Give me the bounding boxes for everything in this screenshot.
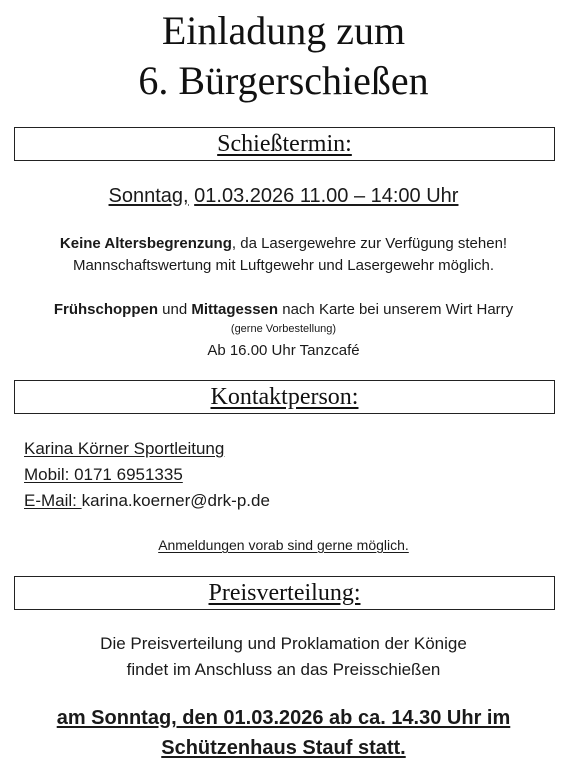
registration-note: [0, 535, 567, 555]
dance-line: Ab 16.00 Uhr Tanzcafé: [207, 342, 360, 359]
team-info-line: Mannschaftswertung mit Luftgewehr und Lasergewehr möglich.: [72, 257, 495, 274]
food-bold-2: Mittagessen: [191, 301, 279, 318]
date-label: Sonntag,: [108, 185, 189, 207]
prize-line-1: Die Preisverteilung und Proklamation der Könige: [100, 634, 467, 653]
email-label: E-Mail:: [24, 491, 82, 510]
registration-note-text: Anmeldungen vorab sind gerne möglich.: [158, 537, 409, 553]
food-bold-1: Frühschoppen: [53, 301, 158, 318]
section-heading-schiesstermin: [14, 127, 555, 161]
contact-email: [24, 488, 270, 514]
contact-mobile: [24, 462, 183, 488]
section-heading-preisverteilung: [14, 576, 555, 610]
contact-name: [24, 436, 224, 462]
food-and: und: [158, 301, 192, 318]
section-heading-label: Preisverteilung:: [208, 580, 361, 606]
reservation-note: (gerne Vorbestellung): [230, 323, 337, 335]
section-heading-kontaktperson: [14, 380, 555, 414]
food-rest: nach Karte bei unserem Wirt Harry: [278, 301, 514, 318]
email-link[interactable]: karina.koerner@drk-p.de: [81, 491, 270, 510]
contact-name-text: Karina Körner Sportleitung: [24, 439, 225, 458]
contact-mobile-text: Mobil: 0171 6951335: [24, 465, 183, 484]
age-rest-text: , da Lasergewehre zur Verfügung stehen!: [231, 235, 508, 252]
title-line-2: 6. Bürgerschießen: [138, 58, 429, 103]
food-info-line: [0, 299, 567, 321]
final-line-1-text: am Sonntag, den 01.03.2026 ab ca. 14.30 Uhr im: [56, 707, 511, 729]
date-value: 01.03.2026 11.00 – 14:00 Uhr: [194, 185, 459, 207]
title-line-1: Einladung zum: [161, 8, 406, 53]
final-line-2-text: Schützenhaus Stauf statt.: [161, 737, 406, 759]
final-line-2: [0, 733, 567, 763]
prize-line-2: findet im Anschluss an das Preisschießen: [126, 660, 441, 679]
age-info-line: [0, 233, 567, 255]
section-heading-label: Schießtermin:: [217, 131, 352, 157]
final-line-1: [0, 703, 567, 733]
event-date-line: [0, 182, 567, 210]
section-heading-label: Kontaktperson:: [210, 384, 359, 410]
age-bold-text: Keine Altersbegrenzung: [59, 235, 232, 252]
